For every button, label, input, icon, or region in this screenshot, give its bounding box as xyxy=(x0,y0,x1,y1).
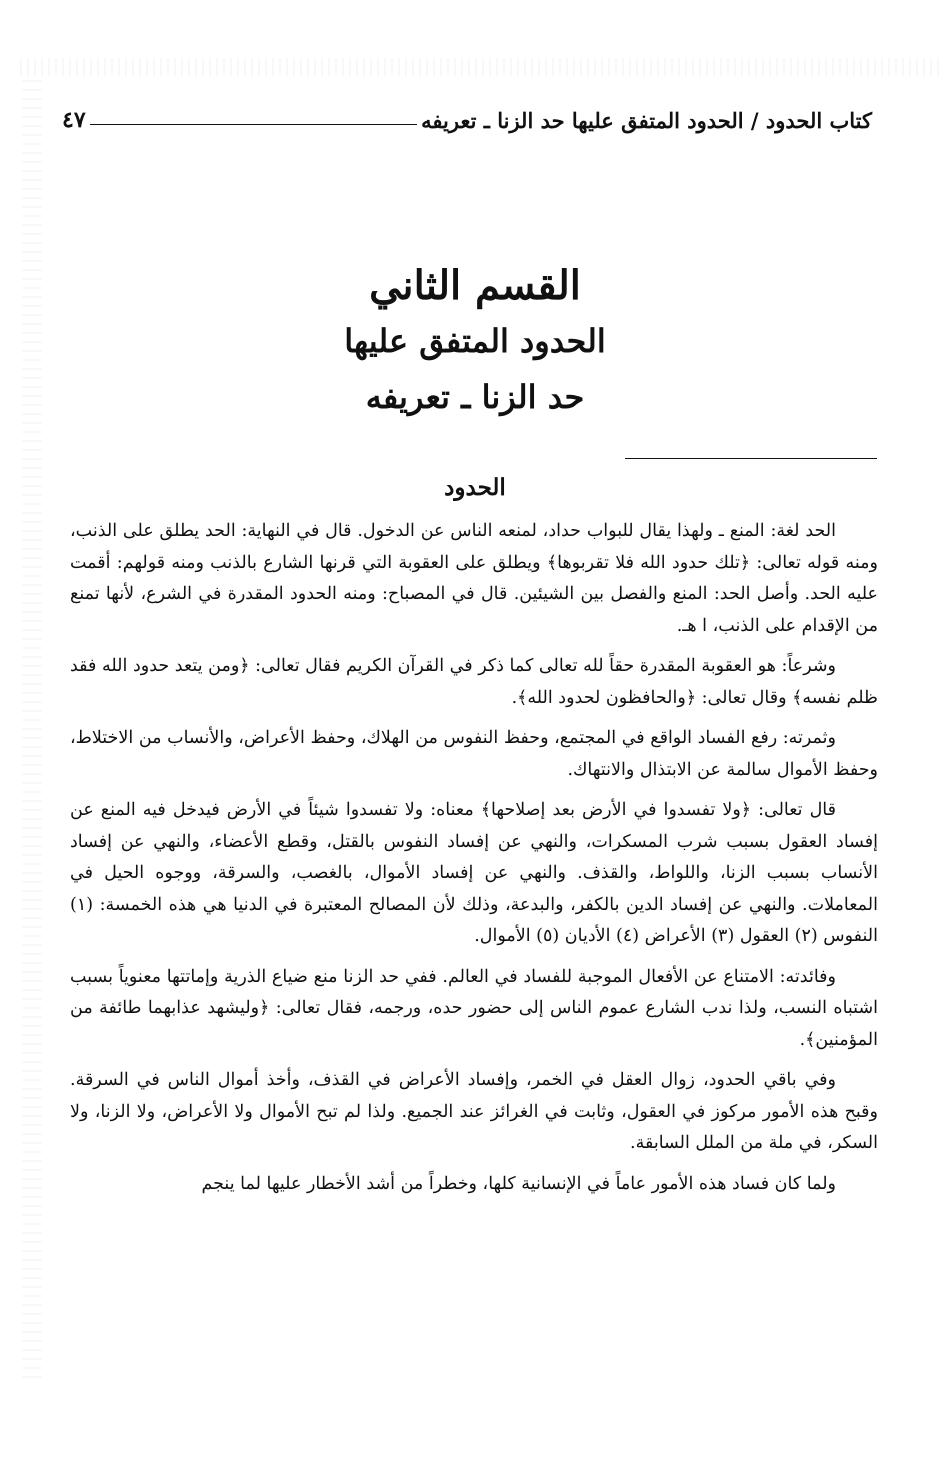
running-title: كتاب الحدود / الحدود المتفق عليها حد الزنا ـ تعريفه xyxy=(421,107,872,133)
chapter-heading: الحدود xyxy=(444,474,506,501)
header-rule xyxy=(90,124,418,125)
page-number: ٤٧ xyxy=(62,107,86,133)
paragraph: وفائدته: الامتناع عن الأفعال الموجبة للفساد في العالم. ففي حد الزنا منع ضياع الذرية وإماتتها معنوياً بسبب اشتباه النسب، ولذا ندب الشارع عموم الناس إلى حضور حده، ورجمه، فقال تعالى: ﴿وليشهد عذابهما طائفة من المؤمنين﴾. xyxy=(70,966,878,1050)
paragraph: ولما كان فساد هذه الأمور عاماً في الإنسانية كلها، وخطراً من أشد الأخطار عليها لما ينجم xyxy=(201,1173,836,1194)
section-divider xyxy=(625,458,877,459)
subtitle-heading: الحدود المتفق عليها xyxy=(344,322,606,360)
paragraph: الحد لغة: المنع ـ ولهذا يقال للبواب حداد، لمنعه الناس عن الدخول. قال في النهاية: الحد يطلق على الذنب، ومنه قوله تعالى: ﴿تلك حدود الله فلا تقربوها﴾ ويطلق على العقوبة التي قرنها الشارع بالذنب ومنه قولهم: أقمت عليه الحد. وأصل الحد: المنع والفصل بين الشيئين. قال في المصباح: ومنه الحدود المقدرة في الشرع، لأنها تمنع من الإقدام على الذنب، ا هـ. xyxy=(70,521,878,636)
paragraph: وثمرته: رفع الفساد الواقع في المجتمع، وحفظ النفوس من الهلاك، وحفظ الأعراض، والأنساب من الاختلاط، وحفظ الأموال سالمة عن الابتذال والانتهاك. xyxy=(70,728,878,780)
scan-noise-top xyxy=(20,58,940,76)
paragraph: وشرعاً: هو العقوبة المقدرة حقاً لله تعالى كما ذكر في القرآن الكريم فقال تعالى: ﴿ومن يتعد حدود الله فقد ظلم نفسه﴾ وقال تعالى: ﴿والحافظون لحدود الله﴾. xyxy=(70,656,878,708)
paragraph: قال تعالى: ﴿ولا تفسدوا في الأرض بعد إصلاحها﴾ معناه: ولا تفسدوا شيئاً في الأرض فيدخل فيه المنع عن إفساد العقول بسبب شرب المسكرات، والنهي عن إفساد النفوس بالقتل، وقطع الأعضاء، والنهي عن إفساد الأنساب بسبب الزنا، واللواط، والقذف. والنهي عن إفساد الأموال، بالغصب، والسرقة، ووجوه الحيل في المعاملات. والنهي عن إفساد الدين بالكفر، والبدعة، وذلك لأن المصالح المعتبرة في الدنيا هي هذه الخمسة: (١) النفوس (٢) العقول (٣) الأعراض (٤) الأديان (٥) الأموال. xyxy=(70,800,878,946)
part-heading: القسم الثاني xyxy=(369,262,581,309)
running-header xyxy=(62,100,872,140)
body-text xyxy=(70,516,878,1209)
subtitle-heading-2: حد الزنا ـ تعريفه xyxy=(365,378,585,416)
paragraph: وفي باقي الحدود، زوال العقل في الخمر، وإفساد الأعراض في القذف، وأخذ أموال الناس في السرقة. وقبح هذه الأمور مركوز في العقول، وثابت في الغرائز عند الجميع. ولذا لم تبح الأموال ولا الأعراض، ولا الزنا، ولا السكر، في ملة من الملل السابقة. xyxy=(70,1070,878,1153)
